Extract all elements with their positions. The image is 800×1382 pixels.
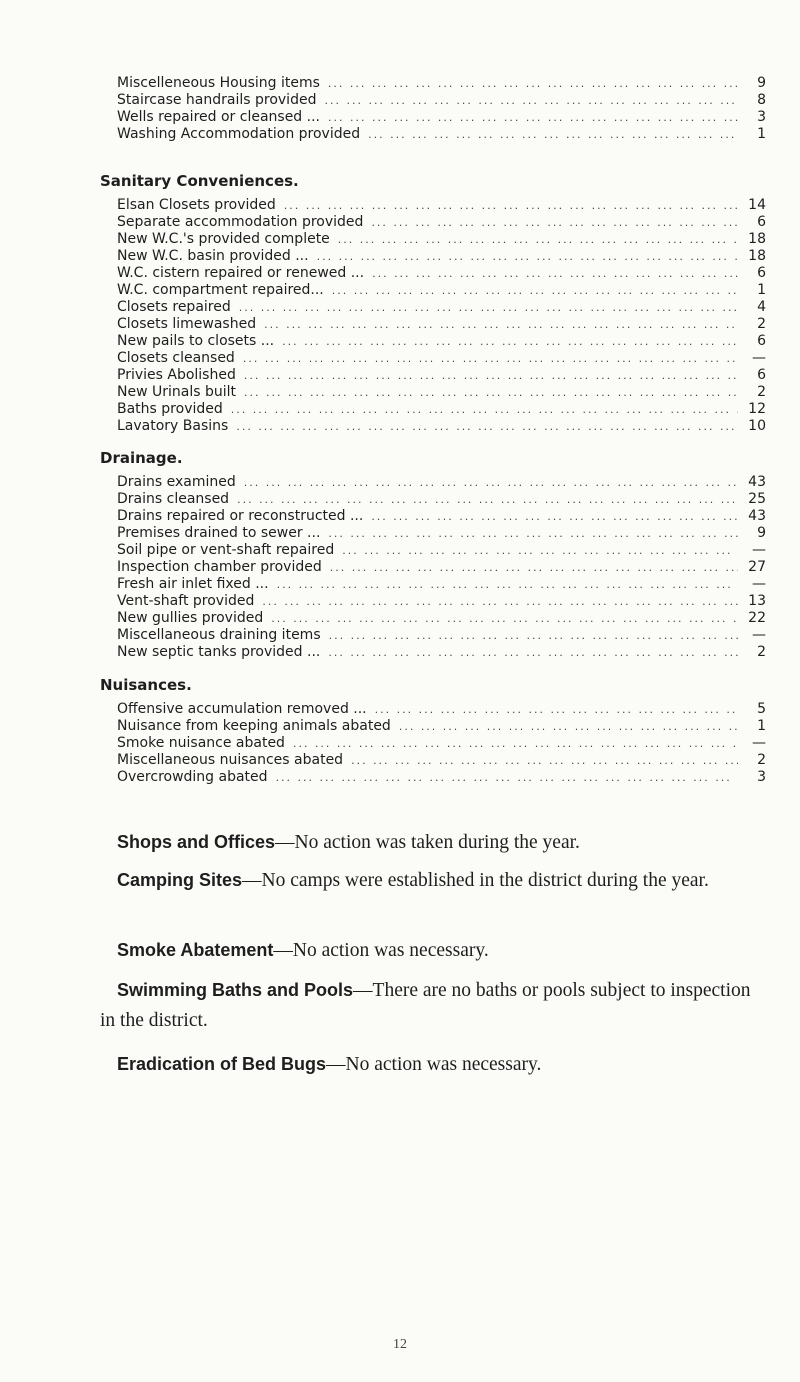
list-item: Staircase handrails provided ... . 8 bbox=[117, 92, 766, 109]
list-item: Closets repaired ... . 4 bbox=[117, 299, 766, 316]
list-item: Soil pipe or vent-shaft repaired ... . — bbox=[117, 542, 766, 559]
list-item: New W.C.'s provided complete ... . 18 bbox=[117, 231, 766, 248]
list-item: Washing Accommodation provided ... . 1 bbox=[117, 126, 766, 143]
list-item: Drains repaired or reconstructed ... ... . 43 bbox=[117, 508, 766, 525]
list-item: Privies Abolished ... . 6 bbox=[117, 367, 766, 384]
list-item: New W.C. basin provided ... ... . 18 bbox=[117, 248, 766, 265]
list-item: Nuisance from keeping animals abated ... . 1 bbox=[117, 718, 766, 735]
list-item: Fresh air inlet fixed ... ... . — bbox=[117, 576, 766, 593]
paragraph-text: —No action was taken during the year. bbox=[275, 832, 580, 853]
list-item: Drains cleansed ... . 25 bbox=[117, 491, 766, 508]
paragraph-heading: Swimming Baths and Pools bbox=[117, 980, 354, 1000]
paragraph-heading: Shops and Offices bbox=[117, 832, 276, 852]
list-item: Vent-shaft provided ... . 13 bbox=[117, 593, 766, 610]
nuisances-section bbox=[100, 675, 766, 786]
paragraph-swimming-baths bbox=[100, 975, 768, 1036]
paragraph-smoke-abatement bbox=[100, 935, 768, 966]
paragraph-text: —No action was necessary. bbox=[326, 1054, 542, 1075]
list-item: Baths provided ... . 12 bbox=[117, 401, 766, 418]
list-item: Separate accommodation provided ... . 6 bbox=[117, 214, 766, 231]
paragraph-camping-sites bbox=[100, 865, 768, 896]
list-item: Premises drained to sewer ... ... . 9 bbox=[117, 525, 766, 542]
list-item: Wells repaired or cleansed ... ... . 3 bbox=[117, 109, 766, 126]
section-heading: Sanitary Conveniences. bbox=[100, 172, 299, 190]
paragraph-heading: Smoke Abatement bbox=[117, 940, 274, 960]
list-item: Miscellaneous draining items ... . — bbox=[117, 627, 766, 644]
paragraph-text: —No camps were established in the district during the year. bbox=[242, 870, 709, 891]
misc-housing-list bbox=[117, 75, 766, 143]
sanitary-section bbox=[100, 171, 766, 435]
list-item: New gullies provided ... . 22 bbox=[117, 610, 766, 627]
list-item: Drains examined ... . 43 bbox=[117, 474, 766, 491]
list-item: Closets limewashed ... . 2 bbox=[117, 316, 766, 333]
list-item: Lavatory Basins ... . 10 bbox=[117, 418, 766, 435]
list-item: Offensive accumulation removed ... ... . 5 bbox=[117, 701, 766, 718]
list-item: New Urinals built ... . 2 bbox=[117, 384, 766, 401]
list-item: Miscelleneous Housing items ... . 9 bbox=[117, 75, 766, 92]
paragraph-text: —No action was necessary. bbox=[273, 940, 489, 961]
drainage-section bbox=[100, 448, 766, 661]
section-heading: Nuisances. bbox=[100, 676, 192, 694]
list-item: Miscellaneous nuisances abated ... . 2 bbox=[117, 752, 766, 769]
list-item: Closets cleansed ... . — bbox=[117, 350, 766, 367]
section-heading: Drainage. bbox=[100, 449, 183, 467]
list-item: Inspection chamber provided ... . 27 bbox=[117, 559, 766, 576]
paragraph-heading: Camping Sites bbox=[117, 870, 243, 890]
paragraph-text: —There are no baths or pools subject to inspection in the district. bbox=[100, 980, 751, 1031]
page-number: 12 bbox=[393, 1337, 407, 1352]
paragraph-heading: Eradication of Bed Bugs bbox=[117, 1054, 327, 1074]
list-item: New pails to closets ... ... . 6 bbox=[117, 333, 766, 350]
list-item: W.C. compartment repaired... ... . 1 bbox=[117, 282, 766, 299]
paragraph-bed-bugs bbox=[100, 1049, 768, 1080]
list-item: Elsan Closets provided ... . 14 bbox=[117, 197, 766, 214]
list-item: New septic tanks provided ... ... . 2 bbox=[117, 644, 766, 661]
paragraph-shops-offices bbox=[100, 827, 768, 858]
list-item: Overcrowding abated ... . 3 bbox=[117, 769, 766, 786]
list-item: W.C. cistern repaired or renewed ... ... . 6 bbox=[117, 265, 766, 282]
list-item: Smoke nuisance abated ... . — bbox=[117, 735, 766, 752]
